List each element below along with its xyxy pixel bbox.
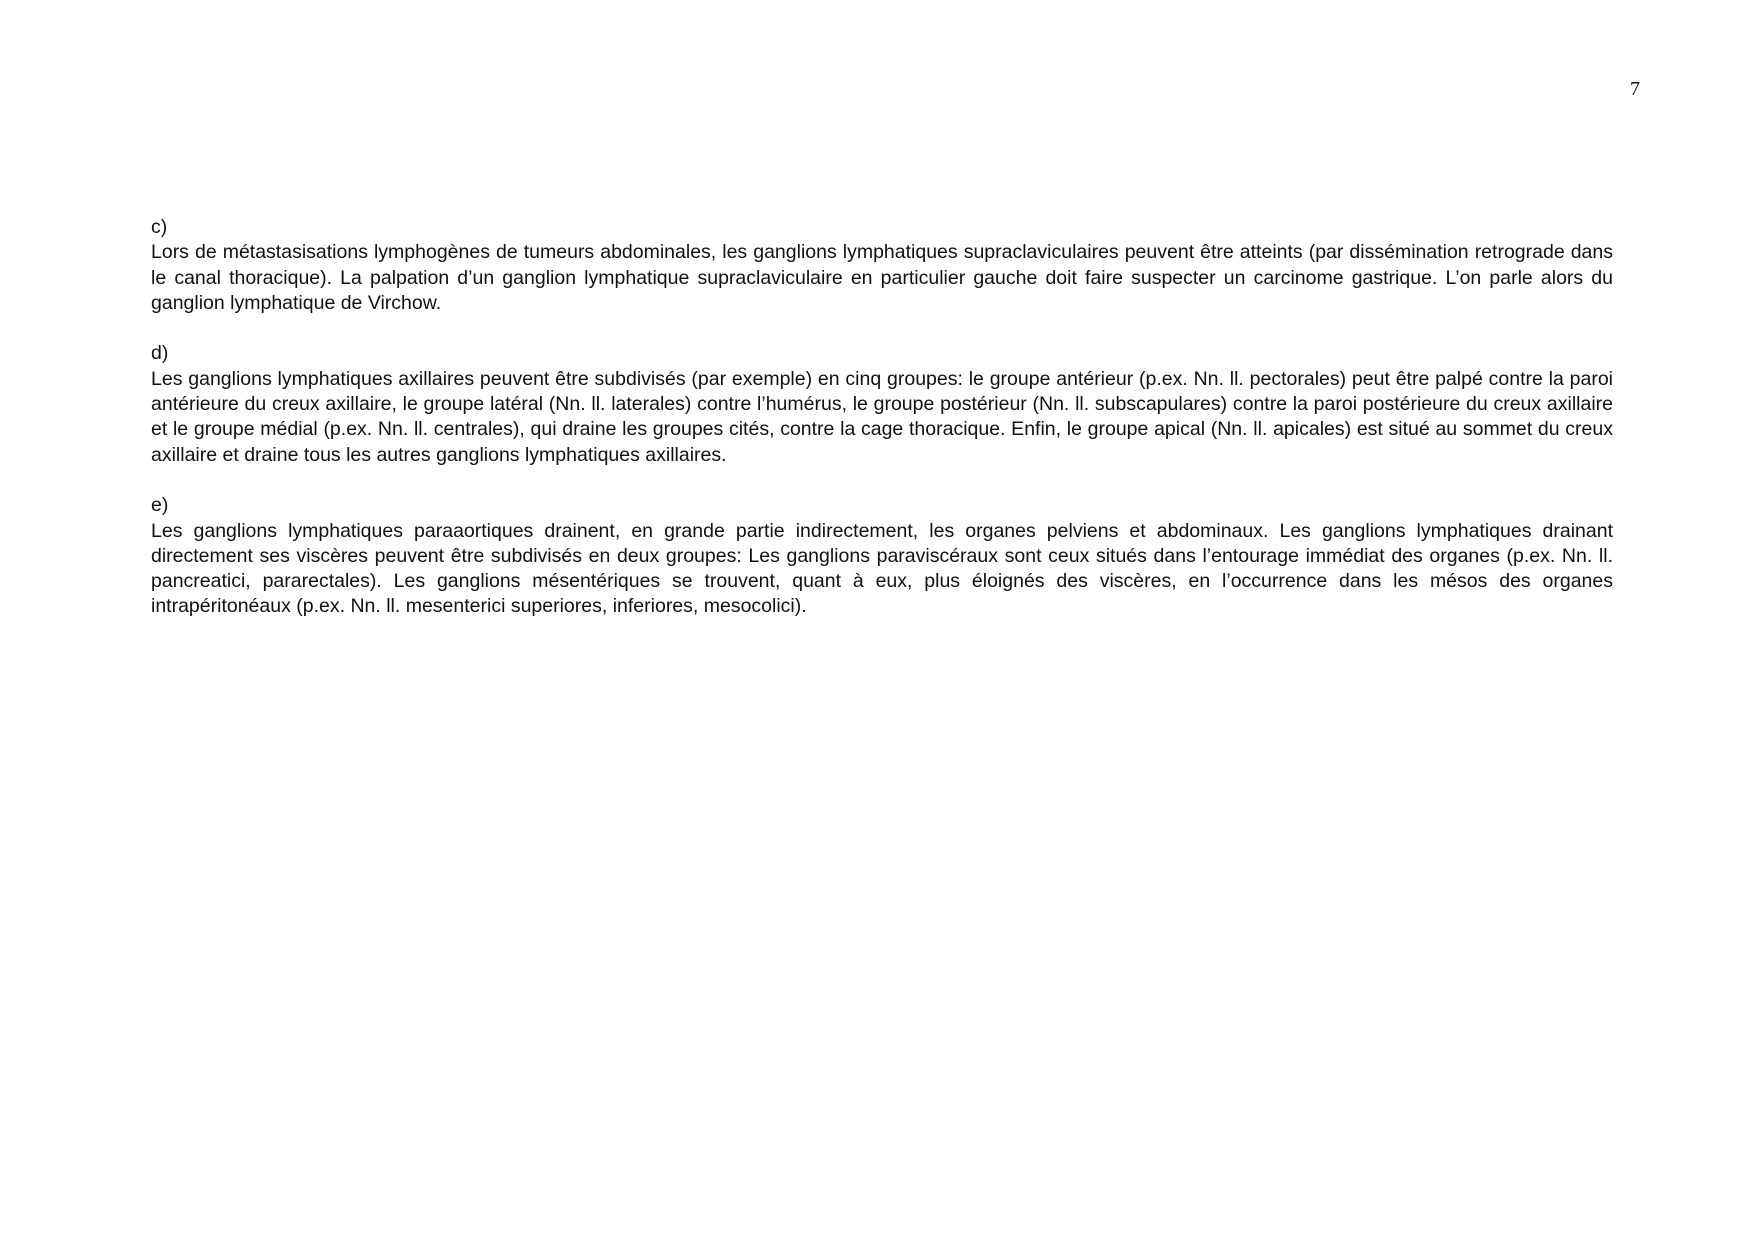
section-label: c) <box>151 216 168 238</box>
section-label: e) <box>151 494 169 517</box>
section-paragraph: Les ganglions lymphatiques paraaortiques drainent, en grande partie indirectement, les organes pelviens et abdominaux. Les ganglions lymphatiques drainant directement ses viscères peuvent être subdivisés en deux groupes: Les ganglions paraviscéraux sont ceux situés dans l’entourage immédiat des organes (p.ex. Nn. ll. pancreatici, pararectales). Les ganglions mésentériques se trouvent, quant à eux, plus éloignés des viscères, en l’occurrence dans les mésos des organes intrapéritonéaux (p.ex. Nn. ll. mesenterici superiores, inferiores, mesocolici). <box>151 519 1613 618</box>
document-body <box>151 215 1613 645</box>
section-label: d) <box>151 342 169 365</box>
section-paragraph: Les ganglions lymphatiques axillaires peuvent être subdivisés (par exemple) en cinq groupes: le groupe antérieur (p.ex. Nn. ll. pectorales) peut être palpé contre la paroi antérieure du creux axillaire, le groupe latéral (Nn. ll. laterales) contre l’humérus, le groupe postérieur (Nn. ll. subscapulares) contre la paroi postérieure du creux axillaire et le groupe médial (p.ex. Nn. ll. centrales), qui draine les groupes cités, contre la cage thoracique. Enfin, le groupe apical (Nn. ll. apicales) est situé au sommet du creux axillaire et draine tous les autres ganglions lymphatiques axillaires. <box>151 367 1613 466</box>
page-number: 7 <box>1630 78 1640 100</box>
section-d <box>151 341 1613 467</box>
section-e <box>151 493 1613 619</box>
section-c <box>151 215 1613 316</box>
section-paragraph: Lors de métastasisations lymphogènes de tumeurs abdominales, les ganglions lymphatiques supraclaviculaires peuvent être atteints (par dissémination retrograde dans le canal thoracique). La palpation d’un ganglion lymphatique supraclaviculaire en particulier gauche doit faire suspecter un carcinome gastrique. L’on parle alors du ganglion lymphatique de Virchow. <box>151 241 1613 314</box>
